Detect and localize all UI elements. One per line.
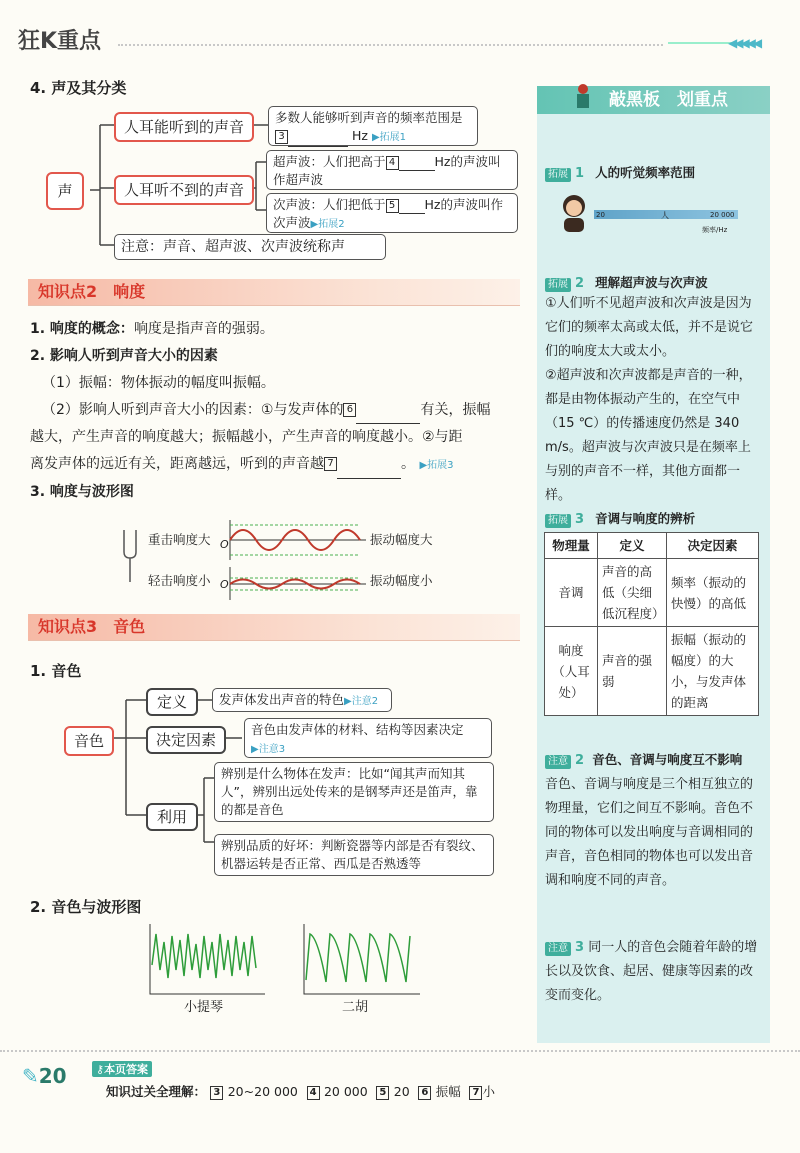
ultra-post: Hz的声波叫作超声波 [273,154,501,187]
ultrasound-desc [266,150,518,190]
wave1-left-label: 重击响度大 [148,532,211,547]
table-cell: 声音的强弱 [598,627,667,716]
page-number-text: 20 [38,1064,67,1088]
timbre-root-label: 音色 [73,732,104,750]
table-cell: 响度（人耳处） [545,627,598,716]
table-cell: 振幅（振动的幅度）的大小，与发声体的距离 [667,627,759,716]
timbre-factor-text: 音色由发声体的材料、结构等因素决定 [251,722,464,737]
pen-icon: ✎ [22,1064,39,1088]
kp3-h1: 1. 音色 [30,662,82,680]
ext1-header [545,162,695,182]
wave1-right-label: 振动幅度大 [370,532,433,547]
ext2-header [545,272,708,292]
timbre-def-desc [212,688,392,712]
kp2-l3: 越大，产生声音的响度越大；振幅越小，产生声音的响度越小。②与距 [30,429,463,445]
timbre-factor-label: 决定因素 [155,731,216,749]
sound-root-label: 声 [57,182,73,200]
side-panel-title: 敲黑板 划重点 [609,90,728,110]
infra-pre: 次声波：人们把低于 [273,197,386,212]
answer-num: 7 [469,1086,482,1100]
header-accent-line [668,42,733,44]
audible-label: 人耳能听到的声音 [123,118,244,136]
kp2-p1: 响度是指声音的强弱。 [133,321,274,337]
teacher-icon [563,80,603,108]
timbre-waveforms [140,920,440,1000]
hearing-range-unit: 频率/Hz [702,226,728,234]
answer-label-text: 本页答案 [104,1063,149,1076]
note2-text: 音色、音调与响度是三个相互独立的物理量，它们之间互不影响。音色不同的物体可以发出响度与音调相同的声音，音色相同的物体也可以发出音调和响度不同的声音。 [545,777,754,888]
table-header-cell: 定义 [598,533,667,559]
answer-num: 5 [376,1086,389,1100]
ext2-body [545,292,763,508]
ext2-num: 2 [575,276,585,291]
table-header-row [545,533,759,559]
note3-text: 同一人的音色会随着年龄的增长以及饮食、起居、健康等因素的改变而变化。 [545,940,758,1003]
timbre-use2-text: 辨别品质的好坏：判断瓷器等内部是否有裂纹、机器运转是否正常、西瓜是否熟透等 [221,838,484,871]
hearing-range-person: 人 [661,211,669,220]
kp2-bar [28,279,520,306]
timbre-factor-node [146,726,226,754]
sound-note-text: 注意：声音、超声波、次声波统称声 [121,239,345,255]
answer-value: 20 [393,1084,410,1099]
timbre-def-text: 发声体发出声音的特色 [219,692,345,707]
note2-panel-tag: 注意 [545,755,571,769]
answer-num: 6 [418,1086,431,1100]
wave1-origin: O [220,538,229,551]
inaudible-label: 人耳听不到的声音 [123,181,244,199]
blank-5-line [399,213,425,214]
wave2-origin: O [220,578,229,591]
timbre-def-label: 定义 [156,693,187,711]
key-icon: ⚷ [96,1063,105,1076]
note3-panel-tag: 注意 [545,942,571,956]
kp2-l2a: （2）影响人听到声音大小的因素：①与发声体的 [42,402,344,418]
hearing-range-low: 20 [596,211,605,219]
timbre-factor-desc [244,718,492,758]
ext3-num: 3 [575,512,585,527]
answer-line [106,1082,495,1100]
blank-4-line [399,170,435,171]
ext3-title: 音调与响度的辨析 [595,511,696,526]
kp2-l2b: 有关，振幅 [420,402,491,418]
blank-4-number: 4 [386,156,399,170]
kp2-h2: 2. 影响人听到声音大小的因素 [30,348,218,364]
blank-5-number: 5 [386,199,399,213]
violin-caption: 小提琴 [184,1000,224,1015]
section4-heading: 4. 声及其分类 [30,79,127,97]
note2-tag: ▶注意2 [344,696,379,707]
answer-value: 小 [482,1084,495,1099]
table-row [545,559,759,627]
timbre-def-node [146,688,198,716]
sound-root-node [46,172,84,210]
timbre-root-node [64,726,114,756]
tuning-fork-icon [124,530,136,582]
kp2-l4a: 离发声体的远近有关，距离越远，听到的声音越 [30,456,324,472]
ext2-title: 理解超声波与次声波 [595,275,708,290]
audible-desc-text: 多数人能够听到声音的频率范围是 [275,110,463,125]
answer-label [92,1061,152,1077]
answer-lead: 知识过关全理解： [106,1084,207,1099]
kp2-l1: （1）振幅：物体振动的幅度叫振幅。 [42,375,275,391]
erhu-caption: 二胡 [342,1000,369,1015]
ext1-title: 人的听觉频率范围 [595,165,696,180]
kp2-body [30,316,525,506]
kp3-bar [28,614,520,641]
audible-node [114,112,254,142]
loudness-waveform [118,512,368,602]
answer-value: 振幅 [435,1084,461,1099]
blank-7-number: 7 [324,457,337,471]
wave2-right-label: 振动幅度小 [370,573,433,588]
erhu-wave [306,934,410,982]
note2-num: 2 [575,753,585,768]
infra-post: Hz的声波叫作次声波 [273,197,503,230]
header-divider [118,44,663,46]
kp2-h1: 1. 响度的概念： [30,321,134,337]
ext1-tag: 拓展 [545,168,571,182]
blank-3-number: 3 [275,130,288,144]
kp3-title: 知识点3 音色 [38,617,146,636]
ext3-header [545,508,695,528]
answer-num: 3 [210,1086,223,1100]
ext2-p1: ①人们听不见超声波和次声波是因为它们的频率太高或太低，并不是说它们的响度太大或太小。 [545,296,754,359]
sound-note [114,234,386,260]
audible-desc [268,106,478,146]
footer-divider [0,1050,800,1052]
note2-block [545,748,763,893]
side-panel-header [537,86,770,114]
note3-block [545,936,763,1008]
answer-value: 20~20 000 [227,1084,298,1099]
note3-num: 3 [575,940,585,955]
extension1-tag: ▶拓展1 [371,132,406,143]
answer-num: 4 [307,1086,320,1100]
audible-unit: Hz [351,128,368,143]
ext2-tag: 拓展 [545,278,571,292]
table-header-cell: 物理量 [545,533,598,559]
timbre-use1-desc [214,762,494,822]
blank-7-line [337,478,401,479]
table-row [545,627,759,716]
logo-text: 狂K重点 [18,29,102,54]
table-header-cell: 决定因素 [667,533,759,559]
inaudible-node [114,175,254,205]
timbre-use-label: 利用 [156,808,187,826]
answer-value: 20 000 [323,1084,368,1099]
timbre-use2-desc [214,834,494,876]
kp2-l4b: 。 [401,456,415,472]
note2-title: 音色、音调与响度互不影响 [592,752,743,767]
extension2-tag: ▶拓展2 [310,219,345,230]
ext1-num: 1 [575,166,585,181]
ext2-p2: ②超声波和次声波都是声音的一种，都是由物体振动产生的，在空气中（15 ℃）的传播速度仍然是 340 m/s。超声波与次声波只是在频率上与别的声音不一样，其他方面都一样。 [545,368,752,503]
violin-wave [152,934,256,978]
note3-tag: ▶注意3 [251,744,286,755]
infrasound-desc [266,193,518,233]
ultra-pre: 超声波：人们把高于 [273,154,386,169]
timbre-use1-text: 辨别是什么物体在发声：比如“闻其声而知其人”，辨别出远处传来的是钢琴声还是笛声，靠的都是音色 [221,766,478,817]
table-cell: 音调 [545,559,598,627]
pitch-loudness-table [544,532,759,716]
header-logo [18,24,114,58]
hearing-range-high: 20 000 [710,211,735,219]
kp3-h2: 2. 音色与波形图 [30,898,142,916]
page-number [22,1064,67,1088]
table-cell: 频率（振动的快慢）的高低 [667,559,759,627]
wave2-left-label: 轻击响度小 [148,573,211,588]
blank-3-line [288,146,348,147]
extension3-tag: ▶拓展3 [419,460,454,471]
blank-6-number: 6 [343,403,356,417]
kp2-h3: 3. 响度与波形图 [30,484,134,500]
person-icon [552,190,596,232]
timbre-use-node [146,803,198,831]
table-cell: 声音的高低（尖细低沉程度） [598,559,667,627]
ext3-tag: 拓展 [545,514,571,528]
header-arrows-icon: ◀◀◀◀◀ [728,36,760,50]
kp2-title: 知识点2 响度 [38,282,146,301]
